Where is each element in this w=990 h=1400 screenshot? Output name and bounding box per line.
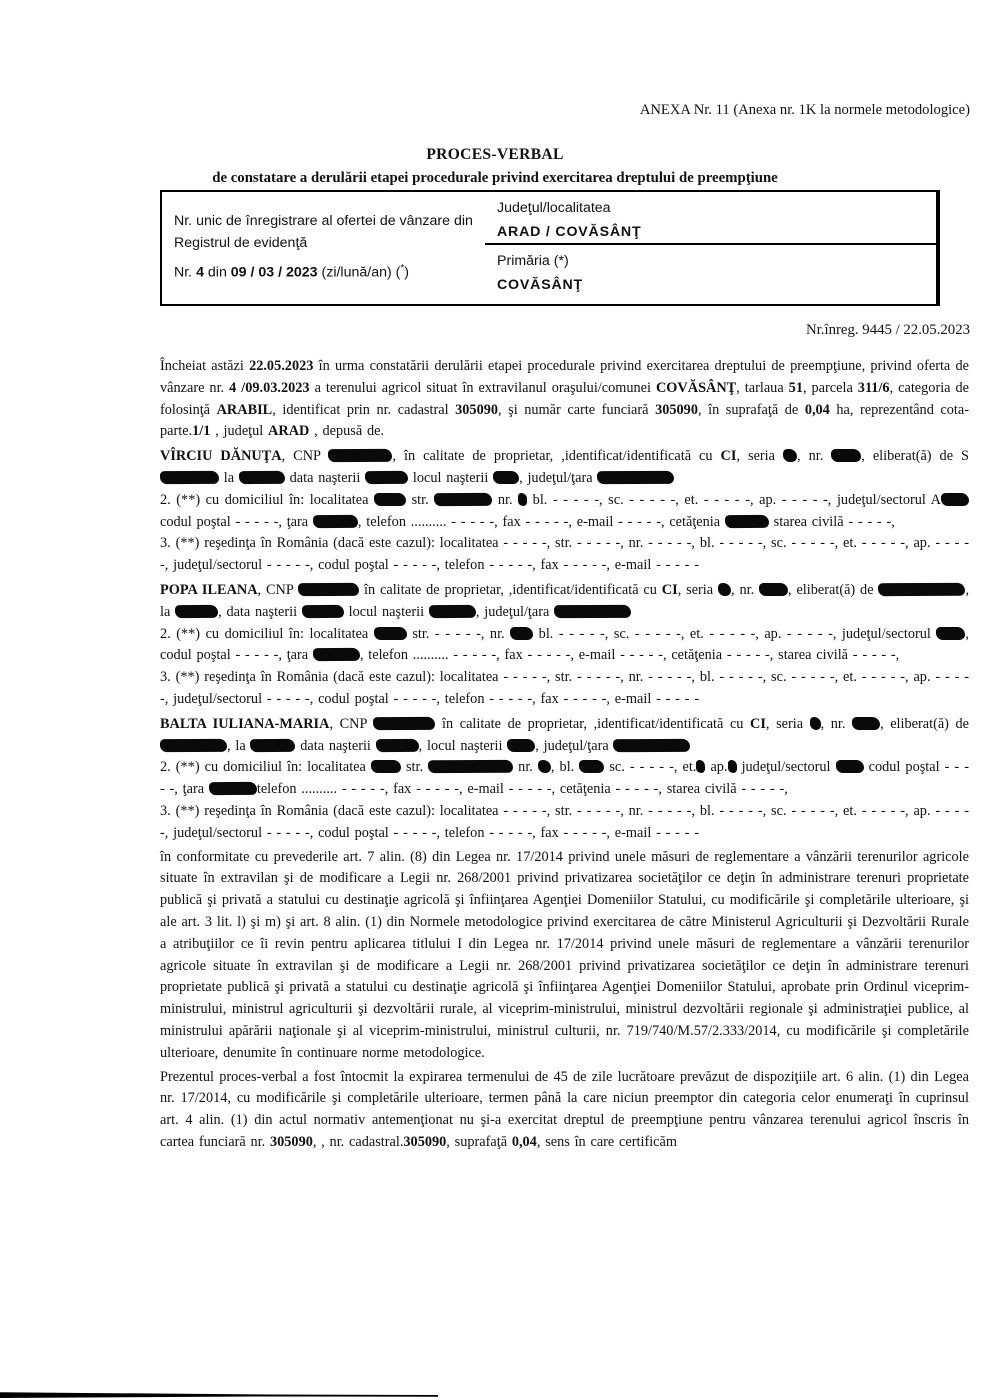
paragraph-legal: în conformitate cu prevederile art. 7 alin. (8) din Legea nr. 17/2014 privind unele măsuri de reglementare a vânzării terenurilor agricole situate în extravilan şi de modificare a Legii nr. 268/2001 privind privatizarea societăţilor ce deţin în administrare terenuri proprietate publică şi privată a statului cu destinaţie agricolă şi înfiinţarea Agenţiei Domeniilor Statului, cu modificările şi completările ulterioare, şi ale art. 3 lit. l) şi m) şi art. 8 alin. (1) din Normele metodologice privind exercitarea de către Ministerul Agriculturii şi Dezvoltării Rurale a atribuţiilor ce îi revin pentru aplicarea titlului I din Legea nr. 17/2014 privind unele măsuri de reglementare a vânzării terenurilor agricole situate în extravilan şi de modificare a Legii nr. 268/2001 privind privatizarea societăţilor ce deţin în administrare terenuri proprietate publică şi privată a statului cu destinaţie agricolă şi înfiinţarea Agenţiei Domeniilor Statului, aprobate prin Ordinul viceprim-ministrului, ministrul agriculturii şi dezvoltării rurale, al viceprim-ministrului, ministrul dezvoltării regionale şi administraţiei publice, al ministrului apărării naţionale şi al viceprim-ministrului, ministrul culturii, nr. 719/740/M.57/2.333/2014, cu modificările şi completările ulterioare, denumite în continuare norme metodologice. xyxy=(160,848,969,1061)
paragraph-intro: Încheiat astăzi 22.05.2023 în urma constatării derulării etapei procedurale privind exercitarea dreptului de preempţiune, privind oferta de vânzare nr. 4 /09.03.2023 a terenului agricol situat în extravilanul oraşului/comunei COVĂSÂNŢ, tarlaua 51, parcela 311/6, categoria de folosinţă ARABIL, identificat prin nr. cadastral 305090, şi număr carte funciară 305090, în suprafaţă de 0,04 ha, reprezentând cota-parte.1/1 , judeţul ARAD , depusă de. xyxy=(160,358,970,440)
paragraph-balta-domiciliu: 2. (**) cu domiciliul în: localitatea str. nr. , bl. sc. - - - - -, et. ap. judeţul/sectorul codul poştal - - - - -, ţara telefon .......... - - - - -, fax - - - - -, e-mail - - - - -, cetăţenia - - - - -, starea civilă - - - - -, xyxy=(160,759,969,798)
scan-edge-artifact xyxy=(0,1391,438,1398)
redaction xyxy=(160,471,219,484)
redaction xyxy=(554,605,631,618)
redaction xyxy=(852,717,880,730)
redaction xyxy=(727,760,736,773)
redaction xyxy=(365,471,408,484)
paragraph-virciu-domiciliu: 2. (**) cu domiciliul în: localitatea str. nr. bl. - - - - -, sc. - - - - -, et. - - - - -, ap. - - - - -, judeţul/sectorul A codul poştal - - - - -, ţara , telefon .......... - - - - -, fax - - - - -, e-mail - - - - -, cetăţenia starea civilă - - - - -, xyxy=(160,490,969,534)
cell-primaria xyxy=(485,245,938,304)
redaction xyxy=(493,471,519,484)
redaction xyxy=(209,782,257,795)
redaction xyxy=(831,449,861,462)
redaction xyxy=(507,738,535,751)
paragraph-popa-resedinta: 3. (**) reşedinţa în România (dacă este cazul): localitatea - - - - -, str. - - - - -, nr. - - - - -, bl. - - - - -, sc. - - - - -, et. - - - - -, ap. - - - - -, judeţul/sectorul - - - - -, codul poştal - - - - -, telefon - - - - -, fax - - - - -, e-mail - - - - - xyxy=(160,669,969,707)
redaction xyxy=(538,760,551,773)
registration-table xyxy=(160,190,940,306)
judet-value: ARAD / COVĂSÂNŢ xyxy=(497,224,642,240)
registry-value: Nr. 4 din 09 / 03 / 2023 (zi/lună/an) (*) xyxy=(174,263,410,281)
document-body xyxy=(160,356,969,1154)
primaria-value: COVĂSÂNŢ xyxy=(497,277,584,293)
cell-registry xyxy=(162,192,485,304)
redaction xyxy=(718,583,731,596)
redaction xyxy=(434,493,492,506)
paragraph-balta-resedinta: 3. (**) reşedinţa în România (dacă este cazul): localitatea - - - - -, str. - - - - -, nr. - - - - -, bl. - - - - -, sc. - - - - -, et. - - - - -, ap. - - - - -, judeţul/sectorul - - - - -, codul poştal - - - - -, telefon - - - - -, fax - - - - -, e-mail - - - - - xyxy=(160,802,969,841)
redaction xyxy=(373,717,435,730)
page-title: PROCES-VERBAL xyxy=(426,146,564,163)
redaction xyxy=(936,626,965,639)
paragraph-virciu-head: VÎRCIU DĂNUŢA, CNP , în calitate de proprietar, ,identificat/identificată cu CI, seria , nr. , eliberat(ă) de S la data naşterii locul naşterii , judeţul/ţara xyxy=(160,448,970,486)
redaction xyxy=(725,514,769,527)
redaction xyxy=(298,583,359,596)
redaction xyxy=(250,738,295,751)
redaction xyxy=(696,760,705,773)
judet-label: Judeţul/localitatea xyxy=(497,200,611,216)
redaction xyxy=(371,760,401,773)
paragraph-balta-head: BALTA IULIANA-MARIA, CNP în calitate de proprietar, ,identificat/identificată cu CI, seria , nr. , eliberat(ă) de , la data naşterii , locul naşterii , judeţul/ţara xyxy=(160,715,970,754)
redaction xyxy=(302,605,344,618)
redaction xyxy=(836,760,864,773)
registration-number-note: Nr.înreg. 9445 / 22.05.2023 xyxy=(806,322,970,338)
registry-label: Nr. unic de înregistrare al ofertei de vânzare din Registrul de evidenţă xyxy=(174,213,473,251)
anexa-note: ANEXA Nr. 11 (Anexa nr. 1K la normele metodologice) xyxy=(639,102,970,118)
redaction xyxy=(941,493,969,506)
redaction xyxy=(810,717,821,730)
redaction xyxy=(510,627,533,640)
redaction xyxy=(579,760,604,773)
redaction xyxy=(175,605,218,618)
redaction xyxy=(878,583,965,596)
primaria-label: Primăria (*) xyxy=(497,253,569,269)
redaction xyxy=(374,626,407,639)
redaction xyxy=(160,738,227,751)
redaction xyxy=(613,738,690,751)
redaction xyxy=(376,738,419,751)
redaction xyxy=(428,760,513,773)
redaction xyxy=(328,449,392,462)
redaction xyxy=(597,471,674,484)
redaction xyxy=(518,493,527,506)
paragraph-virciu-resedinta: 3. (**) reşedinţa în România (dacă este cazul): localitatea - - - - -, str. - - - - -, nr. - - - - -, bl. - - - - -, sc. - - - - -, et. - - - - -, ap. - - - - -, judeţul/sectorul - - - - -, codul poştal - - - - -, telefon - - - - -, fax - - - - -, e-mail - - - - - xyxy=(160,535,969,574)
redaction xyxy=(429,605,476,618)
redaction xyxy=(313,514,358,527)
paragraph-final: Prezentul proces-verbal a fost întocmit la expirarea termenului de 45 de zile lucrătoare prevăzut de dispoziţiile art. 6 alin. (1) din Legea nr. 17/2014, cu modificările şi completările ulterioare, termen până la care niciun preemptor din categoria celor enumeraţi în cuprinsul art. 4 alin. (1) din actul normativ antemenţionat nu şi-a exercitat dreptul de preempţiune pentru vânzarea terenului agricol înscris în cartea funciară nr. 305090, , nr. cadastral.305090, suprafaţă 0,04, sens în care certificăm xyxy=(160,1068,969,1150)
redaction xyxy=(759,583,788,596)
page-subtitle: de constatare a derulării etapei procedurale privind exercitarea dreptului de preempţiune xyxy=(212,170,778,186)
paragraph-popa-head: POPA ILEANA, CNP în calitate de proprietar, ,identificat/identificată cu CI, seria , nr. , eliberat(ă) de , la , data naşterii locul naşterii , judeţul/ţara xyxy=(160,581,970,620)
redaction xyxy=(783,449,797,462)
cell-judet xyxy=(485,192,938,245)
paragraph-popa-domiciliu: 2. (**) cu domiciliul în: localitatea str. - - - - -, nr. bl. - - - - -, sc. - - - - -, et. - - - - -, ap. - - - - -, judeţul/sectorul , codul poştal - - - - -, ţara , telefon .......... - - - - -, fax - - - - -, e-mail - - - - -, cetăţenia - - - - -, starea civilă - - - - -, xyxy=(160,625,969,664)
redaction xyxy=(239,471,285,484)
redaction xyxy=(313,648,360,661)
redaction xyxy=(374,493,406,506)
